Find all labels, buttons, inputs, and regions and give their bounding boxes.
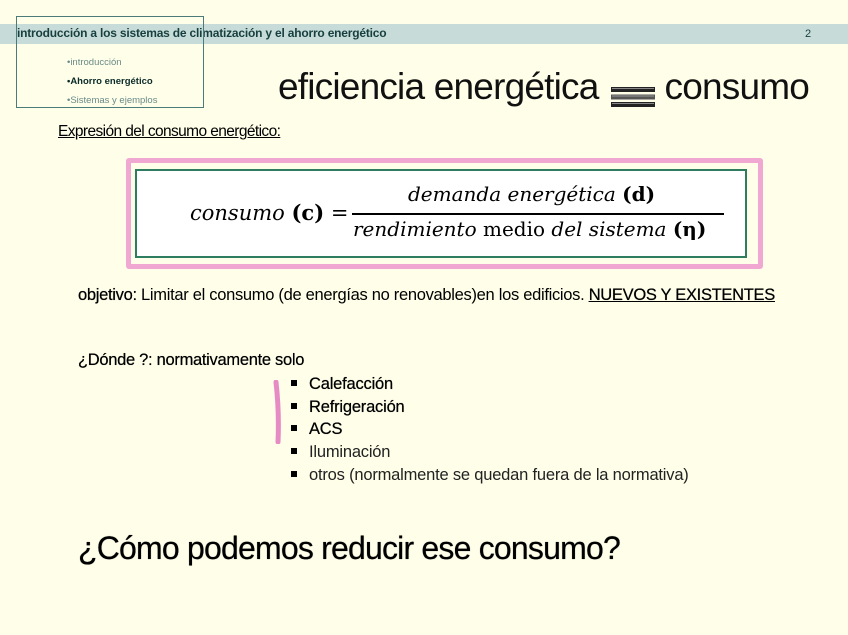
closing-question: ¿Cómo podemos reducir ese consumo?	[78, 530, 620, 566]
formula-den-word2: medio	[483, 217, 546, 241]
list-item	[291, 418, 689, 441]
list-item-label: ACS	[309, 420, 343, 439]
list-item	[291, 441, 689, 464]
formula-equals: =	[330, 201, 349, 225]
formula-den-var: (η)	[672, 217, 707, 241]
equivalence-icon	[611, 75, 655, 97]
list-item-label: Refrigeración	[309, 397, 405, 416]
donde-heading: ¿Dónde ?: normativamente solo	[78, 351, 305, 369]
slide-title	[278, 66, 809, 108]
formula-lhs-var: (c)	[291, 200, 325, 225]
bullet-square-icon	[291, 380, 297, 386]
formula-lhs-word: consumo	[190, 201, 285, 225]
page-number: 2	[805, 28, 812, 40]
list-item	[291, 373, 689, 396]
highlight-mark	[272, 380, 282, 444]
objective-paragraph	[78, 284, 778, 306]
list-item	[291, 464, 689, 487]
title-left: eficiencia energética	[278, 66, 599, 107]
bullet-square-icon	[291, 448, 297, 454]
bullet-square-icon	[291, 425, 297, 431]
formula-den-word1: rendimiento	[353, 217, 477, 241]
objective-label: objetivo:	[78, 286, 137, 304]
section-nav	[67, 53, 157, 110]
objective-emphasis: NUEVOS Y EXISTENTES	[588, 286, 775, 304]
list-item-label: otros (normalmente se quedan fuera de la normativa)	[309, 465, 689, 484]
formula-num-var: (d)	[622, 182, 656, 206]
nav-item-introduccion[interactable]: •introducción	[67, 57, 122, 68]
bullet-square-icon	[291, 471, 297, 477]
title-right: consumo	[664, 66, 810, 107]
formula-lhs	[190, 200, 348, 225]
nav-item-ahorro-energetico[interactable]: •Ahorro energético	[67, 76, 153, 87]
fraction-bar	[352, 213, 724, 215]
formula-num-word: demanda energética	[408, 182, 616, 206]
subheading: Expresión del consumo energético:	[58, 123, 281, 140]
nav-item-sistemas-ejemplos[interactable]: •Sistemas y ejemplos	[67, 95, 158, 106]
list-item	[291, 396, 689, 419]
list-item-label: Calefacción	[309, 375, 394, 393]
bullet-square-icon	[291, 403, 297, 409]
objective-text: Limitar el consumo (de energías no renovables)en los edificios.	[136, 286, 589, 304]
list-item-label: Iluminación	[309, 443, 391, 462]
formula-numerator	[408, 182, 655, 206]
formula-denominator	[353, 217, 706, 241]
scope-list	[291, 373, 689, 487]
formula-den-word3: del sistema	[551, 217, 667, 241]
header-title: introducción a los sistemas de climatización y el ahorro energético	[17, 26, 387, 40]
